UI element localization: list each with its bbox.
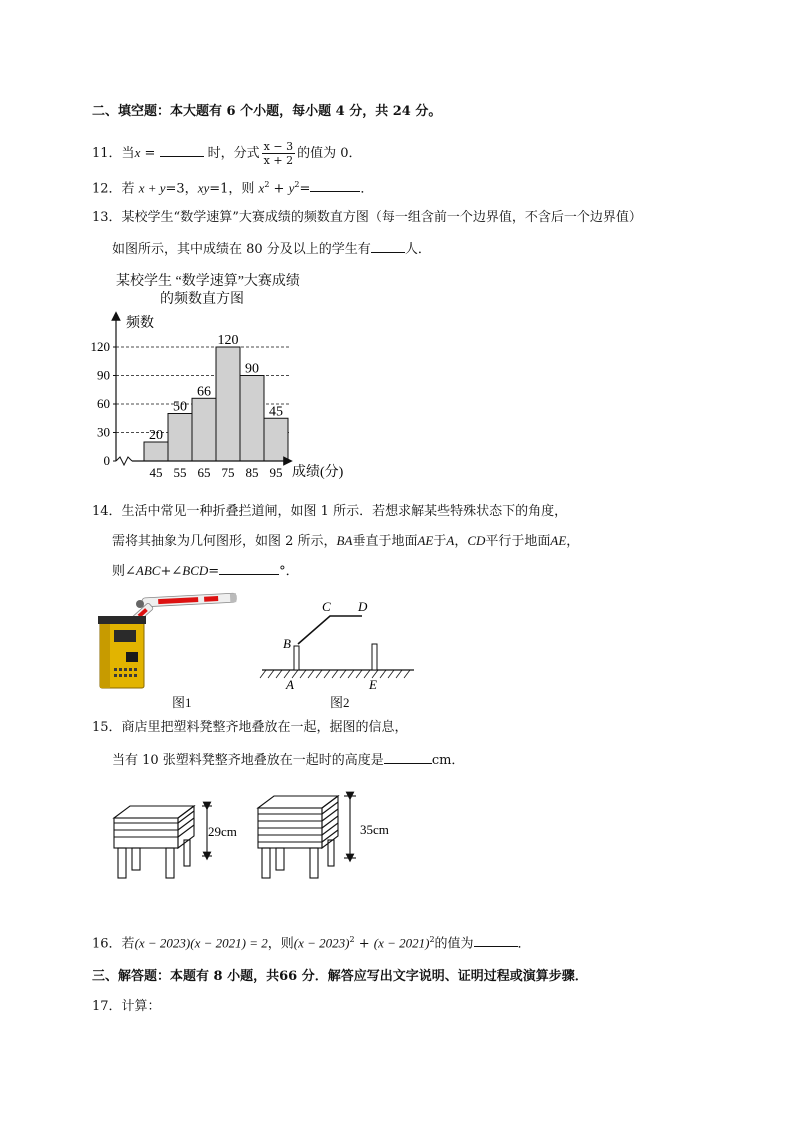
answer-blank[interactable] — [160, 143, 204, 157]
text: = — [140, 146, 160, 161]
bar-value-label: 20 — [149, 428, 163, 443]
stacked-stools-figure — [106, 790, 406, 890]
point-label-D: D — [358, 599, 368, 614]
text: + — [269, 181, 289, 197]
x-tick-label: 65 — [197, 465, 211, 480]
text: + — [354, 936, 374, 952]
point-label-A: A — [286, 677, 294, 692]
figure-1-caption: 图1 — [172, 695, 192, 710]
text: ， — [566, 534, 580, 549]
text: 某校学生“数学速算”大赛成绩的频数直方图（每一组含前一个边界值，不含后一个边界值） — [121, 210, 642, 225]
segment: AE — [417, 533, 434, 548]
segment: CD — [467, 533, 486, 548]
point-label-C: C — [322, 599, 331, 614]
bar-value-label: 90 — [245, 361, 259, 377]
frequency-histogram — [88, 310, 368, 485]
histogram-bar — [168, 414, 192, 462]
question-number: 13． — [92, 210, 122, 225]
x-tick-label: 75 — [221, 465, 235, 480]
question-13-line1 — [92, 209, 642, 227]
angle: BCD — [182, 563, 209, 578]
text: °． — [279, 564, 299, 579]
text: 当 — [121, 146, 135, 161]
point: A — [446, 533, 455, 548]
answer-blank[interactable] — [371, 239, 405, 253]
variable: y — [288, 180, 295, 196]
text: 计算： — [121, 999, 161, 1014]
question-15-line1 — [92, 719, 408, 737]
text: 商店里把塑料凳整齐地叠放在一起，据图的信息， — [121, 720, 408, 735]
text: ． — [517, 936, 531, 952]
text: 的值为 — [434, 936, 474, 952]
question-number: 16． — [92, 936, 122, 952]
dimension-label-35cm: 35cm — [360, 822, 389, 837]
section-2-heading: 二、填空题：本大题有 6 个小题，每小题 4 分，共 24 分。 — [92, 104, 442, 119]
answer-blank[interactable] — [219, 561, 279, 575]
chart-title-line1: 某校学生 “数学速算”大赛成绩 — [116, 274, 300, 289]
y-tick-label: 0 — [103, 453, 110, 468]
bar-value-label: 66 — [197, 384, 211, 400]
text: 生活中常见一种折叠拦道闸，如图 1 所示．若想求解某些特殊状态下的角度， — [121, 504, 568, 519]
segment: AE — [550, 533, 567, 548]
question-15-line2 — [112, 750, 464, 770]
question-14-line3 — [112, 561, 299, 581]
question-number: 14． — [92, 504, 122, 519]
barrier-gate-illustration — [96, 590, 242, 692]
expression: (x − 2021) — [373, 935, 430, 951]
text: = — [208, 564, 220, 579]
exponent: 2 — [349, 935, 355, 944]
fraction-denominator: x + 2 — [263, 154, 294, 167]
question-number: 12． — [92, 181, 122, 197]
y-tick-label: 30 — [97, 424, 110, 440]
exponent: 2 — [264, 180, 270, 189]
histogram-bar — [240, 376, 264, 462]
text: 垂直于地面 — [352, 534, 418, 549]
y-axis-label: 频数 — [126, 316, 154, 331]
y-tick-label: 60 — [97, 396, 110, 411]
text: 当有 10 张塑料凳整齐地叠放在一起时的高度是 — [112, 753, 384, 768]
question-11 — [92, 140, 362, 167]
text: =1，则 — [209, 181, 255, 197]
text: =3， — [165, 181, 198, 197]
text: = — [299, 181, 311, 197]
question-14-line2 — [112, 532, 579, 551]
expression: (x − 2023)(x − 2021) = 2 — [134, 935, 268, 951]
question-12 — [92, 176, 373, 198]
y-tick-label: 90 — [97, 367, 110, 383]
angle: ABC — [135, 563, 161, 578]
bar-value-label: 45 — [269, 404, 283, 420]
text: 人． — [404, 242, 431, 257]
fraction-numerator: x − 3 — [263, 140, 294, 153]
exponent: 2 — [429, 935, 435, 944]
histogram-bar — [144, 442, 168, 461]
text: +∠ — [160, 564, 183, 579]
x-tick-label: 55 — [173, 465, 187, 480]
question-number: 15． — [92, 720, 122, 735]
text: 若 — [121, 936, 135, 952]
text: ，则 — [267, 936, 294, 952]
question-14-line1 — [92, 503, 567, 521]
x-tick-label: 85 — [245, 465, 259, 480]
section-3-heading: 三、解答题：本题有 8 小题，共66 分．解答应写出文字说明、证明过程或演算步骤． — [92, 969, 588, 984]
x-tick-label: 95 — [269, 465, 283, 480]
y-tick-label: 120 — [90, 339, 110, 354]
variable: x — [134, 145, 141, 160]
question-number: 17． — [92, 999, 122, 1014]
chart-title-line2: 的频数直方图 — [160, 292, 244, 307]
answer-blank[interactable] — [474, 933, 518, 947]
dimension-label-29cm: 29cm — [208, 824, 237, 839]
bar-value-label: 120 — [217, 333, 239, 348]
text: 若 — [121, 181, 135, 197]
answer-blank[interactable] — [310, 178, 360, 192]
text: 平行于地面 — [485, 534, 551, 549]
bar-value-label: 50 — [173, 399, 187, 415]
histogram-bar — [264, 418, 288, 461]
question-17 — [92, 998, 161, 1016]
histogram-bar — [192, 398, 216, 461]
text: 于 — [433, 534, 447, 549]
expression: (x − 2023) — [293, 935, 350, 951]
text: ． — [360, 181, 374, 197]
answer-blank[interactable] — [384, 750, 432, 764]
variable: x — [258, 180, 265, 196]
point-label-B: B — [283, 636, 291, 651]
text: 需将其抽象为几何图形，如图 2 所示， — [112, 534, 337, 549]
text: 如图所示，其中成绩在 80 分及以上的学生有 — [112, 242, 371, 257]
axis-break — [116, 457, 132, 465]
text: cm． — [431, 753, 465, 768]
x-axis-label: 成绩(分) — [292, 465, 344, 480]
expression: xy — [197, 180, 210, 196]
expression: x + y — [138, 180, 166, 196]
text: 的值为 0． — [297, 146, 362, 161]
x-tick-label: 45 — [149, 465, 163, 480]
fraction — [262, 140, 295, 167]
question-13-line2 — [112, 239, 431, 259]
segment: BA — [336, 533, 353, 548]
text: 时，分式 — [207, 146, 260, 161]
geometry-figure-2 — [258, 596, 418, 692]
figure-2-caption: 图2 — [330, 695, 350, 710]
text: 则∠ — [112, 564, 136, 579]
point-label-E: E — [369, 677, 377, 692]
question-number: 11． — [92, 146, 122, 161]
text: ， — [454, 534, 468, 549]
histogram-bar — [216, 347, 240, 461]
exponent: 2 — [294, 180, 300, 189]
question-16 — [92, 931, 531, 953]
